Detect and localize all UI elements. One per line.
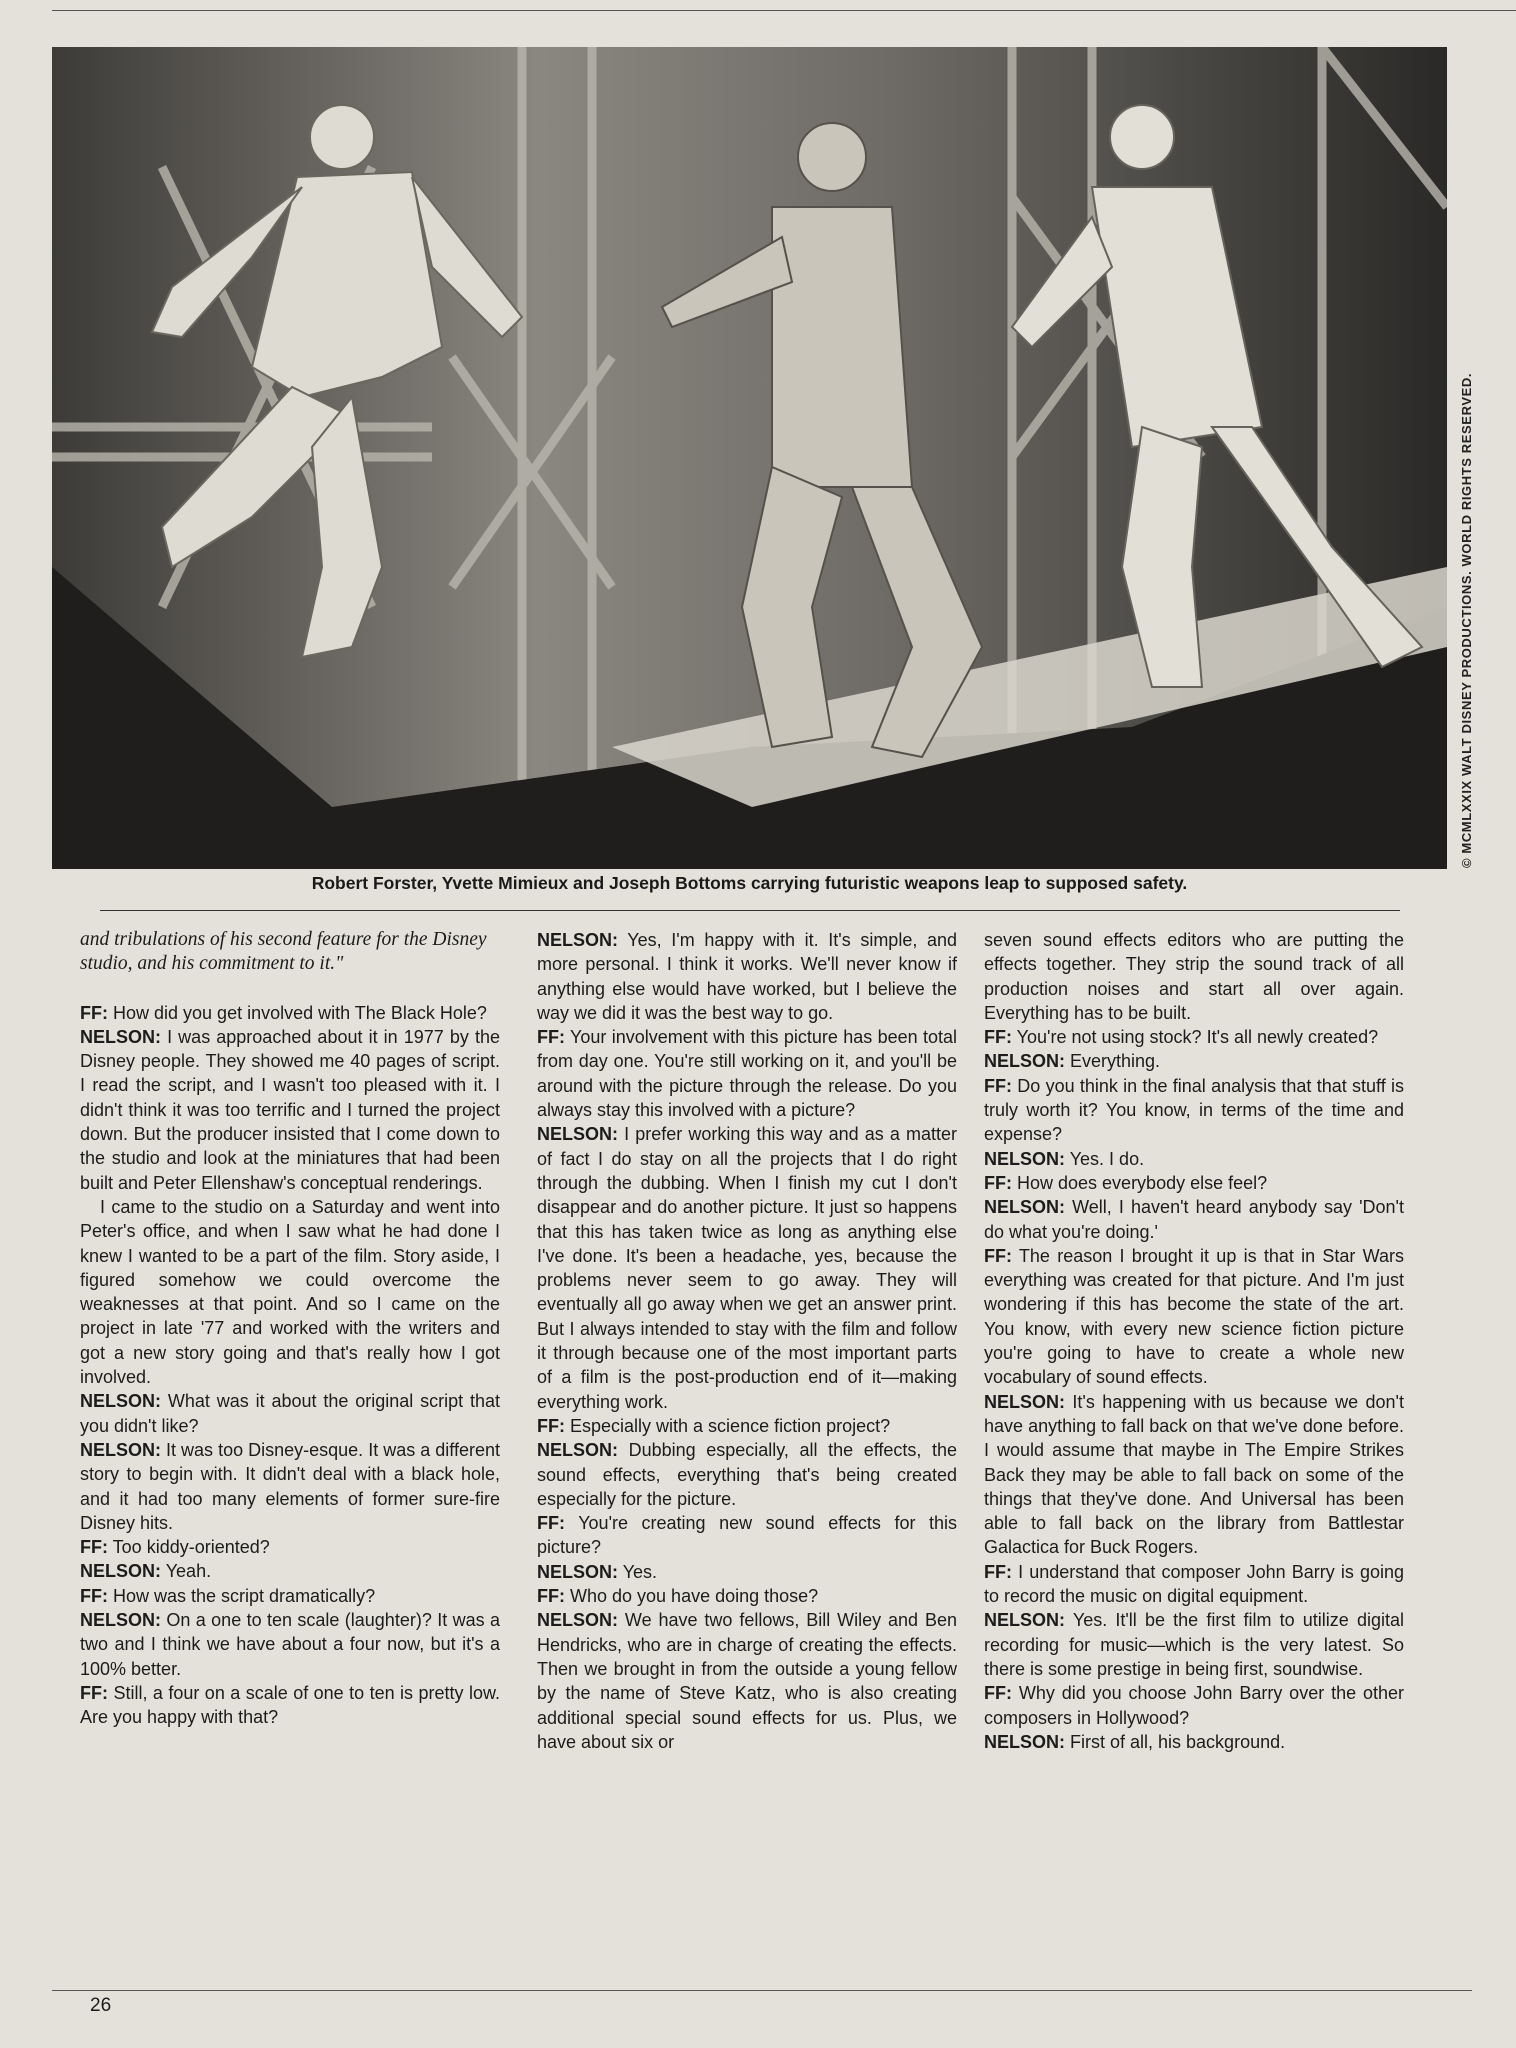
interview-paragraph [537,1608,957,1754]
caption-rule [100,910,1400,911]
interview-paragraph [80,1025,500,1195]
interview-paragraph [984,1730,1404,1754]
photo-illustration [52,47,1447,869]
paragraph-text: Yeah. [165,1561,212,1582]
article-column-1 [80,928,500,1730]
interview-paragraph [984,1049,1404,1073]
speaker-label: NELSON: [80,1561,161,1582]
speaker-label: NELSON: [984,1051,1065,1072]
speaker-label: NELSON: [80,1026,161,1047]
interview-paragraph [984,928,1404,1025]
speaker-label: NELSON: [984,1148,1065,1169]
speaker-label: FF: [984,1245,1012,1266]
interview-paragraph [537,1438,957,1511]
interview-paragraph [984,1560,1404,1609]
paragraph-text: You're creating new sound effects for this picture? [537,1513,957,1558]
paragraph-text: What was it about the original script that you didn't like? [80,1391,500,1436]
paragraph-text: How does everybody else feel? [1017,1172,1268,1193]
paragraph-text: and tribulations of his second feature for the Disney studio, and his commitment to it." [80,929,487,975]
speaker-label: NELSON: [537,930,618,950]
interview-paragraph [984,1681,1404,1730]
speaker-label: NELSON: [537,1124,618,1145]
speaker-label: FF: [537,1027,565,1048]
paragraph-text: Everything. [1070,1051,1161,1072]
paragraph-text: How was the script dramatically? [113,1585,376,1606]
photo-copyright: © MCMLXXIX WALT DISNEY PRODUCTIONS. WORLD RIGHTS RESERVED. [1459,372,1474,868]
interview-paragraph [984,1171,1404,1195]
speaker-label: NELSON: [537,1610,618,1631]
paragraph-text: Well, I haven't heard anybody say 'Don't do what you're doing.' [984,1197,1404,1242]
speaker-label: FF: [537,1415,565,1436]
paragraph-text: Especially with a science fiction project? [570,1415,891,1436]
interview-paragraph [984,1244,1404,1390]
interview-paragraph [984,1074,1404,1147]
interview-paragraph [80,1681,500,1730]
paragraph-text: Who do you have doing those? [570,1586,819,1607]
speaker-label: NELSON: [80,1391,161,1412]
interview-paragraph [984,1390,1404,1560]
speaker-label: FF: [80,1585,108,1606]
paragraph-text: I came to the studio on a Saturday and went into Peter's office, and when I saw what he had done I knew I wanted to be a part of the film. Story aside, I figured somehow we could overcome the weaknesses at that point. And so I came on the project in late '77 and worked with the writers and got a new story going and that's really how I got involved. [80,1196,500,1388]
interview-paragraph [80,1584,500,1608]
paragraph-text: I prefer working this way and as a matter of fact I do stay on all the projects that I do right through the dubbing. When I finish my cut I don't disappear and do another picture. It just so happens that this has taken twice as long as anything else I've done. It's been a headache, yes, because the problems never seem to go away. They will eventually all go away when we get an answer print. But I always intended to stay with the film and follow it through because one of the most important parts of a film is the post-production end of it—making everything work. [537,1124,957,1412]
interview-paragraph [80,928,500,977]
speaker-label: NELSON: [984,1197,1065,1218]
speaker-label: NELSON: [984,1610,1065,1631]
interview-paragraph [537,1584,957,1608]
paragraph-text: Yes. It'll be the first film to utilize digital recording for music—which is the very latest. So there is some prestige in being first, soundwise. [984,1610,1404,1679]
paragraph-text: It's happening with us because we don't have anything to fall back on that we've done before. I would assume that maybe in The Empire Strikes Back they may be able to fall back on some of the things that they've done. And Universal has been able to fall back on the library from Battlestar Galactica for Buck Rogers. [984,1391,1404,1558]
top-rule [52,10,1516,11]
interview-paragraph [984,1195,1404,1244]
film-still-photo [52,47,1447,869]
article-column-2 [537,928,957,1754]
paragraph-text: On a one to ten scale (laughter)? It was a two and I think we have about a four now, but it's a 100% better. [80,1610,500,1679]
paragraph-text: We have two fellows, Bill Wiley and Ben Hendricks, who are in charge of creating the effects. Then we brought in from the outside a young fellow by the name of Steve Katz, who is also creating additional special sound effects for us. Plus, we have about six or [537,1610,957,1752]
interview-paragraph [80,1001,500,1025]
paragraph-text: The reason I brought it up is that in Star Wars everything was created for that picture. And I'm just wondering if this has become the state of the art. You know, with every new science fiction picture you're going to have to create a whole new vocabulary of sound effects. [984,1245,1404,1388]
interview-paragraph [984,1025,1404,1049]
paragraph-text: Yes. [622,1561,658,1582]
paragraph-text: How did you get involved with The Black Hole? [113,1002,487,1023]
paragraph-text: Why did you choose John Barry over the other composers in Hollywood? [984,1683,1404,1728]
speaker-label: FF: [537,1513,565,1534]
paragraph-text: Your involvement with this picture has been total from day one. You're still working on it, and you'll be around with the picture through the release. Do you always stay this involved with a picture? [537,1027,957,1121]
interview-paragraph [80,1559,500,1583]
paragraph-text: First of all, his background. [1070,1731,1286,1752]
paragraph-text: Too kiddy-oriented? [112,1537,270,1558]
bottom-rule [52,1990,1472,1991]
speaker-label: FF: [80,1537,108,1558]
speaker-label: FF: [984,1172,1012,1193]
speaker-label: FF: [984,1027,1012,1048]
interview-paragraph [984,1608,1404,1681]
interview-paragraph [537,1560,957,1584]
paragraph-text: Dubbing especially, all the effects, the sound effects, everything that's being created especially for the picture. [537,1440,957,1509]
speaker-label: FF: [80,1682,108,1703]
paragraph-text: I understand that composer John Barry is going to record the music on digital equipment. [984,1561,1404,1607]
paragraph-text: Still, a four on a scale of one to ten is pretty low. Are you happy with that? [80,1682,500,1728]
article-column-3 [984,928,1404,1754]
page-number: 26 [90,1995,112,2016]
interview-paragraph [80,1535,500,1559]
interview-paragraph [984,1147,1404,1171]
photo-caption: Robert Forster, Yvette Mimieux and Joseph Bottoms carrying futuristic weapons leap to supposed safety. [311,873,1188,893]
interview-paragraph [80,1608,500,1681]
speaker-label: NELSON: [984,1731,1065,1752]
interview-paragraph [537,1511,957,1560]
paragraph-text: Yes, I'm happy with it. It's simple, and more personal. I think it works. We'll never know if anything else would have worked, but I believe the way we did it was the best way to go. [537,930,957,1023]
interview-paragraph [537,1414,957,1438]
interview-paragraph [80,1389,500,1438]
interview-paragraph [537,928,957,1025]
paragraph-text: Do you think in the final analysis that that stuff is truly worth it? You know, in terms of the time and expense? [984,1075,1404,1145]
speaker-label: FF: [984,1683,1012,1704]
speaker-label: NELSON: [984,1391,1065,1412]
speaker-label: FF: [80,1002,108,1023]
speaker-label: FF: [537,1586,565,1607]
speaker-label: NELSON: [80,1439,161,1460]
speaker-label: NELSON: [80,1610,161,1631]
paragraph-text: Yes. I do. [1069,1148,1145,1169]
paragraph-text: It was too Disney-esque. It was a different story to begin with. It didn't deal with a black hole, and it had too many elements of former sure-fire Disney hits. [80,1439,500,1533]
speaker-label: FF: [984,1561,1012,1582]
interview-paragraph [537,1122,957,1414]
speaker-label: FF: [984,1075,1012,1096]
interview-paragraph [537,1025,957,1122]
speaker-label: NELSON: [537,1561,618,1582]
paragraph-text: I was approached about it in 1977 by the Disney people. They showed me 40 pages of script. I read the script, and I wasn't too pleased with it. I didn't think it was too terrific and I turned the project down. But the producer insisted that I come down to the studio and look at the miniatures that had been built and Peter Ellenshaw's conceptual renderings. [80,1026,500,1193]
interview-paragraph [80,1195,500,1389]
speaker-label: NELSON: [537,1440,618,1461]
interview-paragraph [80,1438,500,1535]
paragraph-text: You're not using stock? It's all newly created? [1016,1027,1379,1048]
paragraph-text: seven sound effects editors who are putting the effects together. They strip the sound track of all production noises and start all over again. Everything has to be built. [984,930,1404,1023]
